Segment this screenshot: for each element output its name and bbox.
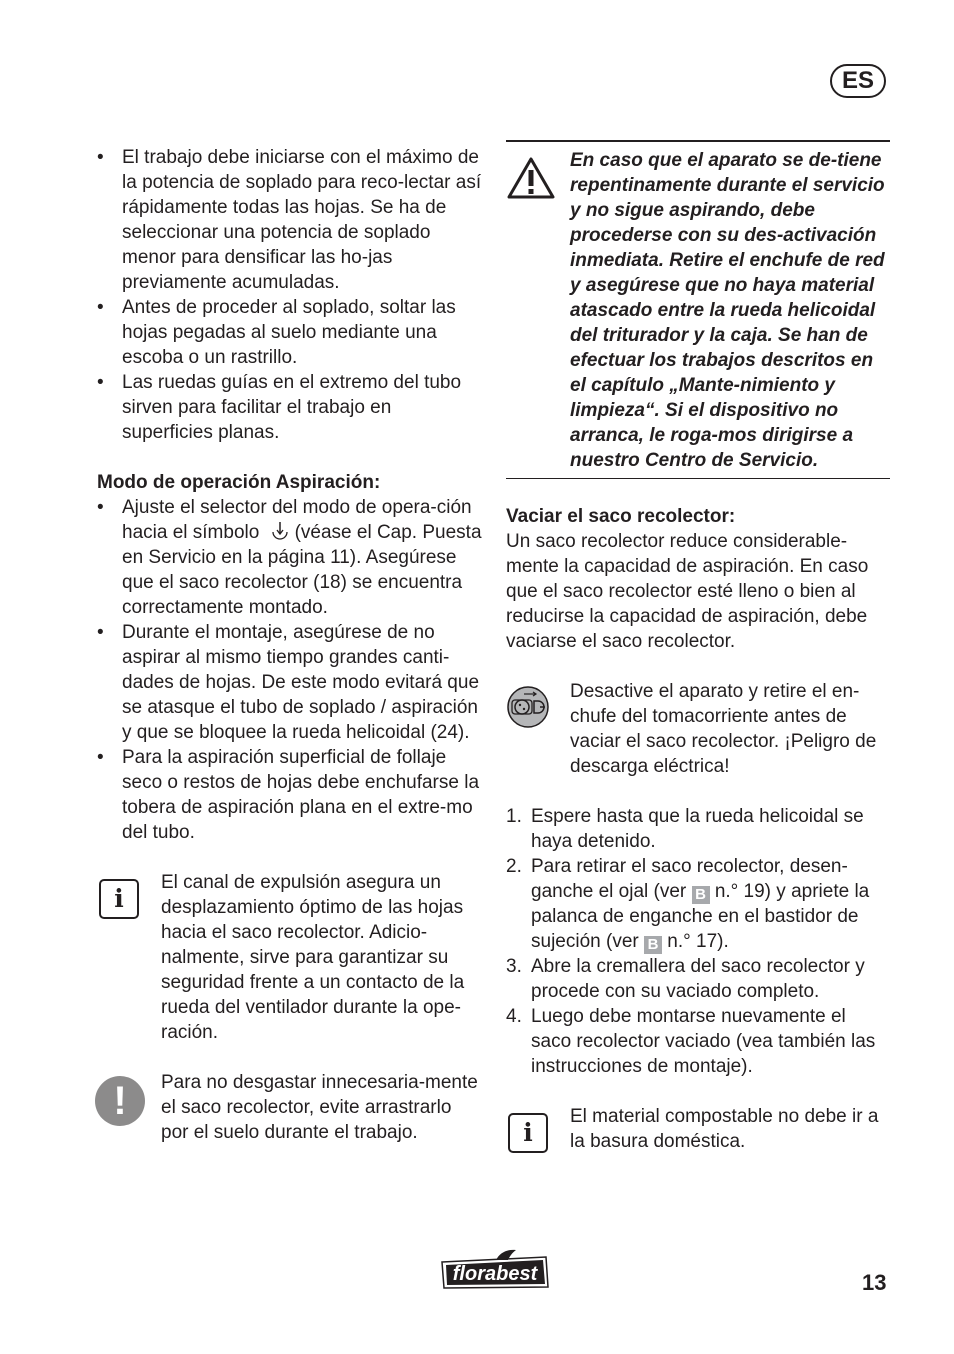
blowing-tips-list bbox=[97, 145, 482, 445]
list-item: • El trabajo debe iniciarse con el máximo de la potencia de soplado para reco-lectar así rápidamente todas las hojas. Se ha de seleccionar una potencia de soplado menor para densificar las ho-jas previamente acumuladas. bbox=[97, 145, 482, 295]
step-number: 2. bbox=[506, 856, 522, 877]
step-text: n.° 17). bbox=[667, 931, 729, 952]
unplug-note bbox=[506, 679, 890, 779]
list-item: • Antes de proceder al soplado, soltar las hojas pegadas al suelo mediante una escoba o un rastrillo. bbox=[97, 295, 482, 370]
suction-mode-list bbox=[97, 495, 482, 845]
info-note bbox=[97, 870, 482, 1045]
florabest-logo bbox=[438, 1248, 552, 1297]
step-number: 4. bbox=[506, 1006, 522, 1027]
figure-reference-badge: B bbox=[644, 936, 662, 954]
compost-note bbox=[506, 1104, 890, 1154]
empty-bag-intro: Un saco recolector reduce considerable-mente la capacidad de aspiración. En caso que el saco recolector esté lleno o bien al reducirse la capacidad de aspiración, debe vaciarse el saco recolector. bbox=[506, 531, 869, 652]
figure-reference-badge: B bbox=[692, 886, 710, 904]
list-item bbox=[506, 804, 890, 854]
svg-text:florabest: florabest bbox=[452, 1263, 538, 1285]
warning-triangle-icon bbox=[506, 156, 556, 207]
emptying-steps-list bbox=[506, 804, 890, 1079]
suction-item-text: Ajuste el selector del modo de opera-ción hacia el símbolo bbox=[122, 497, 472, 543]
caution-note bbox=[97, 1070, 482, 1145]
step-number: 3. bbox=[506, 956, 522, 977]
unplug-note-text: Desactive el aparato y retire el en-chufe del tomacorriente antes de vaciar el saco recolector. ¡Peligro de descarga eléctrica! bbox=[570, 681, 877, 777]
step-number: 1. bbox=[506, 806, 522, 827]
left-column bbox=[97, 145, 482, 1145]
info-note-text: El canal de expulsión asegura un desplazamiento óptimo de las hojas hacia el saco recolector. Adicio-nalmente, sirve para garantizar su seguridad frente a un contacto de la rueda del ventilador durante la ope-ración. bbox=[161, 872, 465, 1043]
list-item: • Durante el montaje, asegúrese de no aspirar al mismo tiempo grandes canti-dades de hojas. De este modo evitará que se atasque el tubo de soplado / aspiración y que se bloquee la rueda helicoidal (24). bbox=[97, 620, 482, 745]
step-text: n.° 19) y apriete la palanca de enganche en el bastidor de sujeción (ver bbox=[531, 881, 870, 952]
step-text: Abre la cremallera del saco recolector y procede con su vaciado completo. bbox=[531, 956, 865, 1002]
list-item bbox=[506, 954, 890, 1004]
step-text: Para retirar el saco recolector, desen-ganche el ojal (ver bbox=[531, 856, 848, 902]
step-text: Espere hasta que la rueda helicoidal se haya detenido. bbox=[531, 806, 864, 852]
caution-note-text: Para no desgastar innecesaria-mente el saco recolector, evite arrastrarlo por el suelo durante el trabajo. bbox=[161, 1072, 478, 1143]
suction-item-text: (véase el Cap. Puesta en Servicio en la página 11). Asegúrese que el saco recolector (18) se encuentra correctamente montado. bbox=[122, 522, 482, 618]
list-item bbox=[506, 1004, 890, 1079]
exclamation-icon: ! bbox=[95, 1076, 145, 1126]
info-icon: i bbox=[99, 879, 139, 919]
suction-symbol-icon bbox=[265, 520, 295, 544]
list-item: • Las ruedas guías en el extremo del tubo sirven para facilitar el trabajo en superficies planas. bbox=[97, 370, 482, 445]
suction-mode-heading: Modo de operación Aspiración: bbox=[97, 472, 381, 493]
warning-text: En caso que el aparato se de-tiene repentinamente durante el servicio y no sigue aspirando, debe procederse con su des-activación inmediata. Retire el enchufe de red y asegúrese que no haya material atascado entre la rueda helicoidal del triturador y la caja. Se han de efectuar los trabajos descritos en el capítulo „Mante-nimiento y limpieza“. Si el dispositivo no arranca, le roga-mos dirigirse a nuestro Centro de Servicio. bbox=[570, 150, 885, 471]
page-number: 13 bbox=[862, 1270, 887, 1295]
empty-bag-heading: Vaciar el saco recolector: bbox=[506, 506, 736, 527]
list-item bbox=[97, 495, 482, 620]
language-badge: ES bbox=[830, 64, 886, 98]
list-item: • Para la aspiración superficial de follaje seco o restos de hojas debe enchufarse la tobera de aspiración plana en el extre-mo del tubo. bbox=[97, 745, 482, 845]
unplug-icon bbox=[506, 685, 550, 736]
compost-note-text: El material compostable no debe ir a la basura doméstica. bbox=[570, 1106, 879, 1152]
step-text: Luego debe montarse nuevamente el saco recolector vaciado (vea también las instrucciones de montaje). bbox=[531, 1006, 876, 1077]
right-column bbox=[506, 140, 890, 1154]
list-item bbox=[506, 854, 890, 954]
warning-box bbox=[506, 140, 890, 479]
info-icon: i bbox=[508, 1113, 548, 1153]
